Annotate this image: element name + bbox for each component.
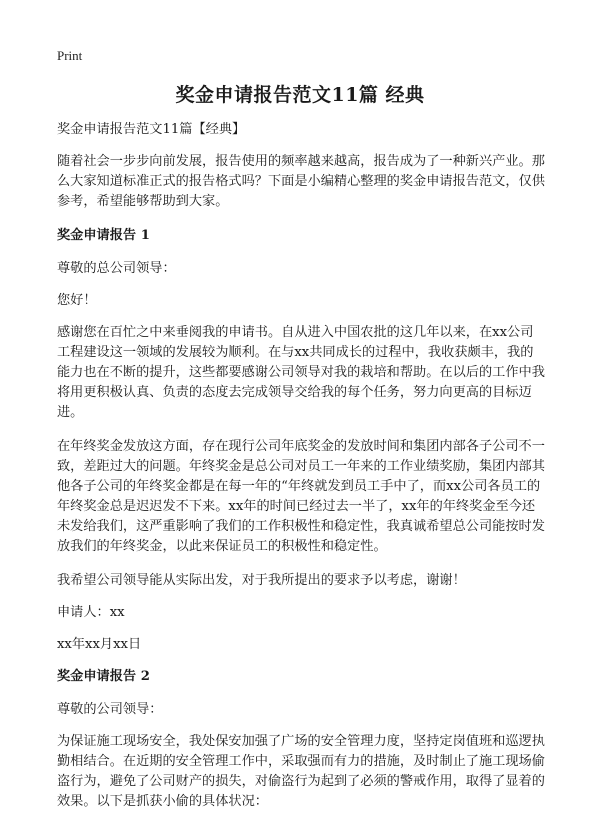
document-subtitle: 奖金申请报告范文11篇【经典】 — [57, 122, 246, 137]
report-1-applicant: 申请人：xx — [57, 605, 125, 620]
report-1-salutation: 尊敬的总公司领导： — [57, 261, 176, 276]
report-1-date: xx年xx月xx日 — [57, 637, 142, 652]
page-title: 奖金申请报告范文11篇 经典 — [175, 84, 425, 106]
report-2-heading: 奖金申请报告 2 — [57, 669, 150, 684]
report-2-salutation: 尊敬的公司领导： — [57, 702, 163, 717]
report-1-paragraph-1: 感谢您在百忙之中来垂阅我的申请书。自从进入中国农批的这几年以来，在xx公司工程建设这一领域的发展较为顺利。在与xx共同成长的过程中，我收获颇丰，我的能力也在不断的提升，这些都要感谢公司领导对我的栽培和帮助。在以后的工作中我将用更积极认真、负责的态度去完成领导交给我的每个任务，努力向更高的目标迈进。 — [57, 325, 545, 420]
report-2-paragraph-1: 为保证施工现场安全，我处保安加强了广场的安全管理力度，坚持定岗值班和巡逻执勤相结合。在近期的安全管理工作中，采取强而有力的措施，及时制止了施工现场偷盗行为，避免了公司财产的损失，对偷盗行为起到了必须的警戒作用，取得了显着的效果。以下是抓获小偷的具体状况： — [57, 734, 545, 809]
document-body — [57, 120, 545, 826]
report-1-paragraph-3: 我希望公司领导能从实际出发，对于我所提出的要求予以考虑，谢谢！ — [57, 573, 466, 588]
report-1-paragraph-2: 在年终奖金发放这方面，存在现行公司年底奖金的发放时间和集团内部各子公司不一致，差距过大的问题。年终奖金是总公司对员工一年来的工作业绩奖励，集团内部其他各子公司的年终奖金都是在每一年的“年终就发到员工手中了，而xx公司各员工的年终奖金总是迟迟发不下来。xx年的时间已经过去一半了，xx年的年终奖金至今还未发给我们，这严重影响了我们的工作积极性和稳定性，我真诚希望总公司能按时发放我们的年终奖金，以此来保证员工的积极性和稳定性。 — [57, 439, 545, 554]
report-1-greeting: 您好！ — [57, 293, 97, 308]
intro-paragraph: 随着社会一步步向前发展，报告使用的频率越来越高，报告成为了一种新兴产业。那么大家知道标准正式的报告格式吗？下面是小编精心整理的奖金申请报告范文，仅供参考，希望能够帮助到大家。 — [57, 154, 545, 209]
report-1-heading: 奖金申请报告 1 — [57, 228, 150, 243]
print-link[interactable]: Print — [57, 48, 83, 63]
